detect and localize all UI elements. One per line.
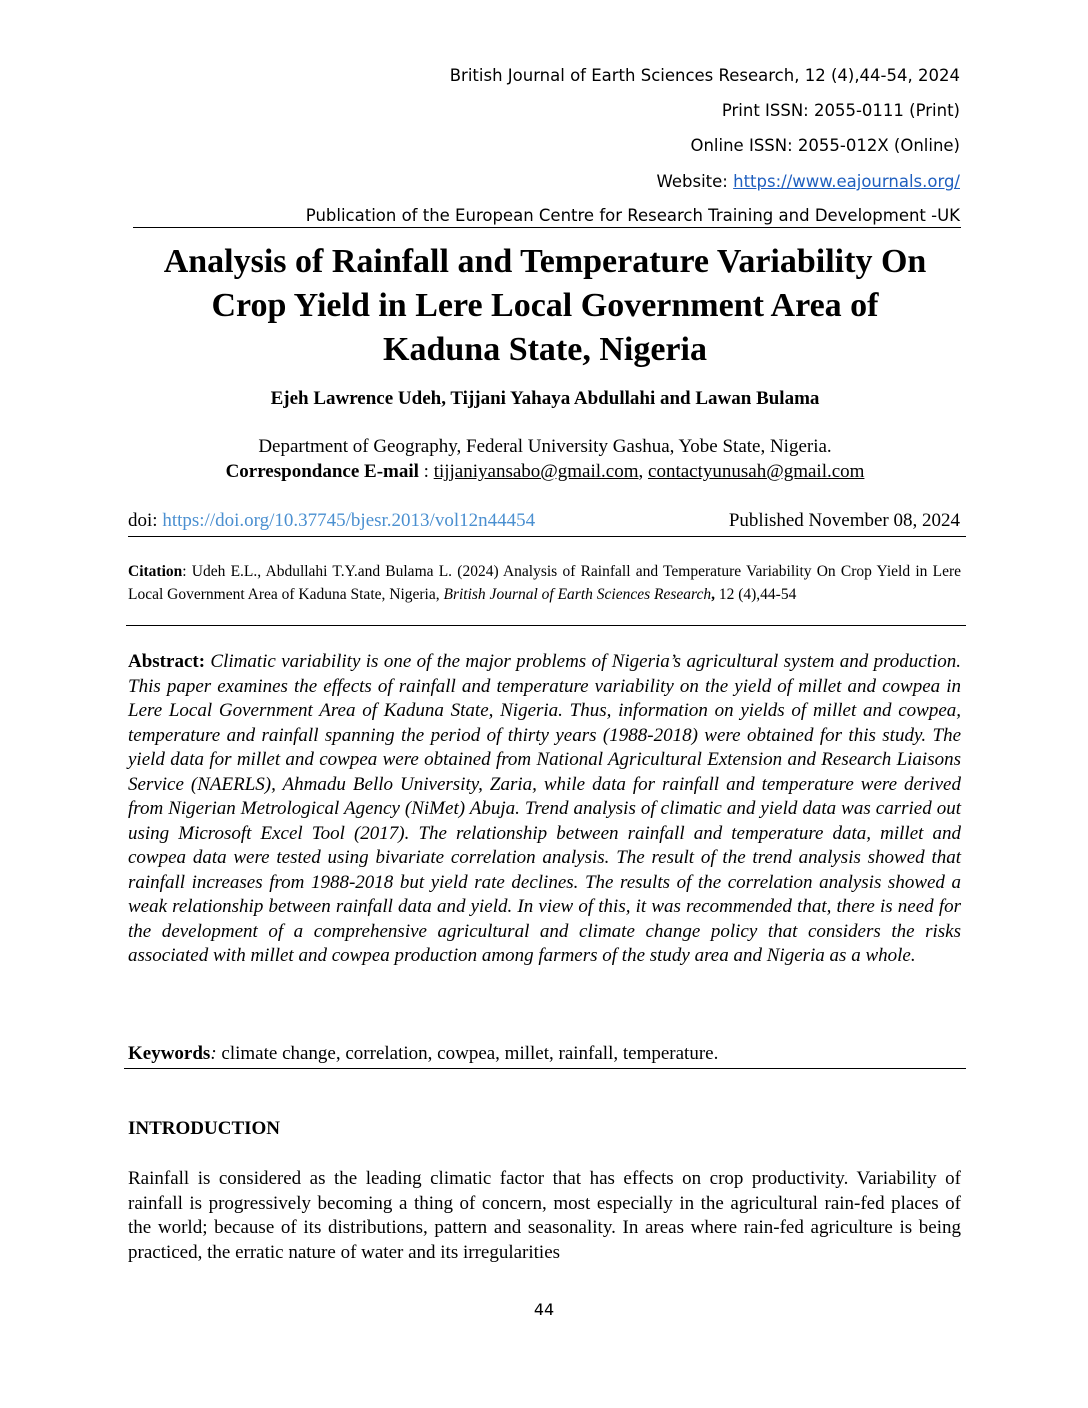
authors: Ejeh Lawrence Udeh, Tijjani Yahaya Abdullahi and Lawan Bulama xyxy=(270,388,820,409)
citation-rule xyxy=(126,625,966,626)
publisher-line: Publication of the European Centre for Research Training and Development -UK xyxy=(305,206,960,225)
email-link-2[interactable]: contactyunusah@gmail.com xyxy=(648,461,865,482)
affiliation: Department of Geography, Federal University Gashua, Yobe State, Nigeria. xyxy=(258,436,832,457)
abstract-label: Abstract: xyxy=(128,651,206,672)
journal-citation-header: British Journal of Earth Sciences Research, 12 (4),44-54, 2024 xyxy=(449,66,960,85)
keywords-line xyxy=(128,1043,718,1065)
doi-link[interactable]: https://doi.org/10.37745/bjesr.2013/vol12n44454 xyxy=(162,510,536,531)
correspondence-line xyxy=(120,461,970,483)
citation-text: : Udeh E.L., Abdullahi T.Y.and Bulama L. (2024) Analysis of Rainfall and Temperature Variability On Crop Yield in Lere Local Government Area of Kaduna State, Nigeria, xyxy=(128,563,961,603)
keywords-text: climate change, correlation, cowpea, millet, rainfall, temperature. xyxy=(216,1043,719,1064)
website-label: Website: xyxy=(656,172,734,191)
citation-journal: British Journal of Earth Sciences Research xyxy=(443,586,712,603)
citation-tail: 12 (4),44-54 xyxy=(714,586,797,603)
keywords-label: Keywords xyxy=(128,1043,211,1064)
online-issn: Online ISSN: 2055-012X (Online) xyxy=(690,136,960,155)
page-number: 44 xyxy=(533,1300,555,1319)
title-line-3: Kaduna State, Nigeria xyxy=(383,331,707,368)
keywords-colon: : xyxy=(210,1043,217,1064)
email-comma: , xyxy=(638,461,649,482)
published-date: Published November 08, 2024 xyxy=(728,510,960,531)
correspondence-label: Correspondance E-mail xyxy=(225,461,419,482)
doi-line xyxy=(128,510,535,532)
doi-rule xyxy=(128,536,966,537)
introduction-heading: INTRODUCTION xyxy=(128,1118,281,1139)
print-issn: Print ISSN: 2055-0111 (Print) xyxy=(721,101,960,120)
correspondence-separator: : xyxy=(418,461,434,482)
citation-label: Citation xyxy=(128,563,183,580)
keywords-rule xyxy=(124,1068,966,1069)
citation-comma: , xyxy=(711,586,715,603)
website-line xyxy=(657,172,960,191)
email-link-1[interactable]: tijjaniyansabo@gmail.com xyxy=(433,461,639,482)
title-line-1: Analysis of Rainfall and Temperature Variability On xyxy=(163,243,927,280)
paper-title xyxy=(120,240,970,372)
abstract xyxy=(128,650,961,969)
citation xyxy=(128,560,961,606)
header-rule xyxy=(133,227,961,228)
abstract-text: Climatic variability is one of the major problems of Nigeria’s agricultural system and production. This paper examines the effects of rainfall and temperature variability on the yield of millet and cowpea in Lere Local Government Area of Kaduna State, Nigeria. Thus, information on yields of millet and cowpea, temperature and rainfall spanning the period of thirty years (1988-2018) were obtained for this study. The yield data for millet and cowpea were obtained from National Agricultural Extension and Research Liaisons Service (NAERLS), Ahmadu Bello University, Zaria, while data for rainfall and temperature were derived from Nigerian Metrological Agency (NiMet) Abuja. Trend analysis of climatic and yield data was carried out using Microsoft Excel Tool (2017). The relationship between rainfall and temperature data, millet and cowpea data were tested using bivariate correlation analysis. The result of the trend analysis showed that rainfall increases from 1988-2018 but yield rate declines. The results of the correlation analysis showed a weak relationship between rainfall data and yield. In view of this, it was recommended that, there is need for the development of a comprehensive agricultural and climate change policy that considers the risks associated with millet and cowpea production among farmers of the study area and Nigeria as a whole. xyxy=(128,651,962,966)
website-link[interactable]: https://www.eajournals.org/ xyxy=(733,172,960,191)
title-line-2: Crop Yield in Lere Local Government Area of xyxy=(211,287,879,324)
introduction-paragraph: Rainfall is considered as the leading climatic factor that has effects on crop productivity. Variability of rainfall is progressively becoming a thing of concern, most especially in the agricultural rain-fed places of the world; because of its distributions, pattern and seasonality. In areas where rain-fed agriculture is being practiced, the erratic nature of water and its irregularities xyxy=(128,1168,961,1263)
doi-label: doi: xyxy=(128,510,163,531)
